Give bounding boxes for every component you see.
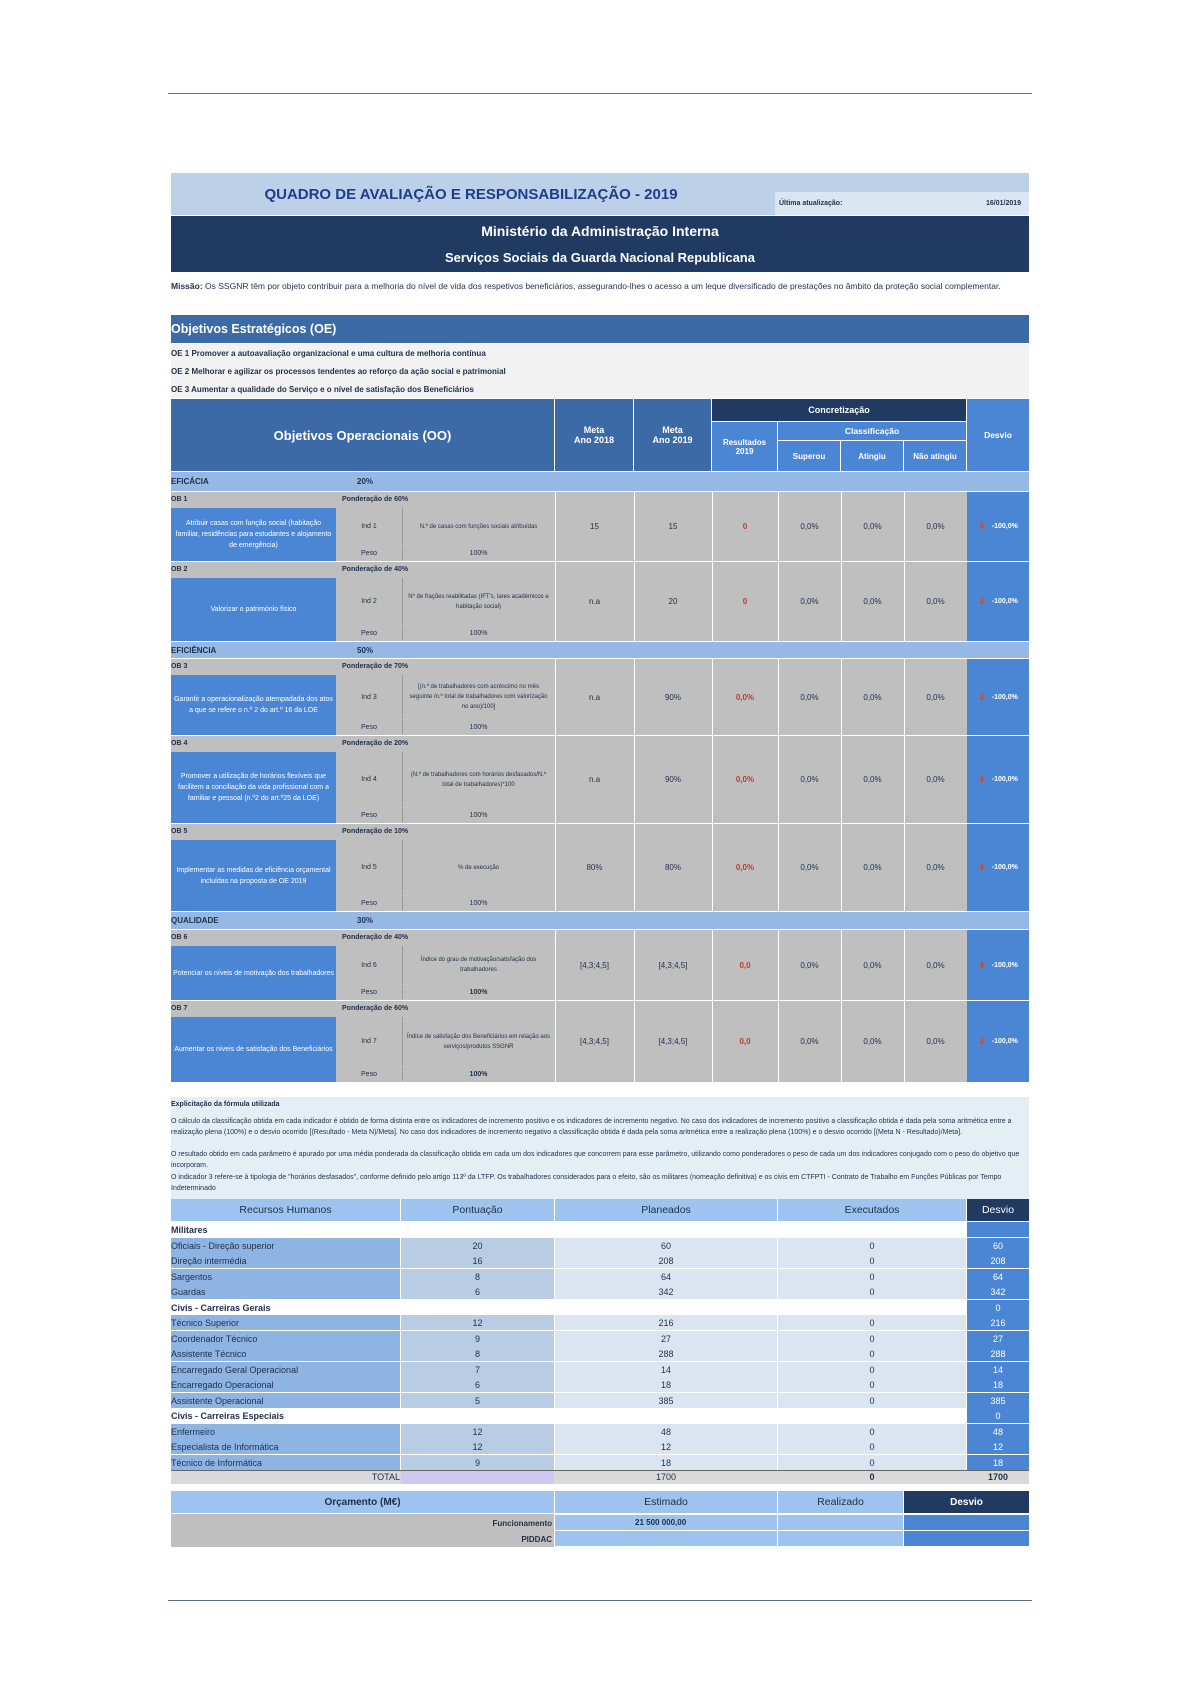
desvio-value: -100,0% [991,961,1018,969]
hr-row-exec: 0 [778,1315,966,1330]
result-2019: 0,0 [712,930,777,1000]
hr-row-name: Guardas [171,1284,400,1299]
hr-row-exec: 0 [778,1284,966,1299]
peso-label: Peso [361,988,377,996]
hr-row-desvio: 18 [967,1455,1029,1470]
hr-row-plan: 27 [555,1331,777,1346]
hr-row-plan: 48 [555,1424,777,1439]
superou-value: 0,0% [778,736,840,823]
superou-value: 0,0% [778,1001,840,1082]
oo-header: Objetivos Operacionais (OO) [171,399,554,471]
peso-value: 100% [402,896,554,910]
nao-atingiu-value: 0,0% [904,1001,966,1082]
desvio-header: Desvio [967,399,1029,471]
objective-id: OB 1 [171,495,188,503]
ponderacao-label [342,659,552,673]
hr-row-pont: 12 [401,1439,554,1454]
hr-row-pont: 7 [401,1362,554,1377]
hr-row-pont: 6 [401,1284,554,1299]
objective-description: Promover a utilização de horários flexíveis que facilitem a conciliação da vida profissional com a familiar e pessoal (n.º2 do art.º25 da LOE) [171,752,336,823]
indicator-formula: Índice de satisfação dos Beneficiários em relação aos serviços/produtos SSGNR [402,1017,554,1066]
peso-value: 100% [402,720,554,734]
hr-header-rh: Recursos Humanos [171,1199,400,1221]
superou-value: 0,0% [778,930,840,1000]
peso-value: 100% [402,985,554,999]
hr-row-desvio: 385 [967,1393,1029,1408]
hr-row-pont: 12 [401,1424,554,1439]
superou-value: 0,0% [778,492,840,561]
hr-row-exec [778,1300,966,1315]
classificacao-header: Classificação [778,422,966,440]
meta-2018: [4,3;4,5] [555,1001,633,1082]
hr-row-plan: 288 [555,1346,777,1361]
hr-row-plan [555,1300,777,1315]
meta-2018-header: Meta Ano 2018 [555,399,633,471]
mission-body: Os SSGNR têm por objeto contribuir para a melhoria do nível de vida dos respetivos beneficiários, assegurando-lhes o acesso a um leque diversificado de prestações no âmbito da proteção social complementar. [202,281,1001,291]
desvio-value: -100,0% [991,523,1018,530]
section-name: QUALIDADE [171,916,219,925]
budget-row-desvio [904,1515,1029,1530]
mission-text [171,279,1029,309]
hr-row-exec: 0 [778,1393,966,1408]
peso-label: Peso [361,723,377,731]
ponderacao-text: Ponderação de [342,565,393,573]
hr-row-exec: 0 [778,1269,966,1284]
hr-header-pont: Pontuação [401,1199,554,1221]
hr-row-name: Direção intermédia [171,1253,400,1268]
ponderacao-value: 60% [394,495,409,503]
atingiu-value: 0,0% [841,562,903,641]
hr-row-desvio: 14 [967,1362,1029,1377]
hr-row-exec: 0 [778,1424,966,1439]
hr-row-name: Encarregado Operacional [171,1377,400,1392]
budget-header-est: Estimado [555,1491,777,1513]
update-date: 16/01/2019 [986,200,1022,207]
meta-2018: n.a [555,562,633,641]
ponderacao-value: 70% [394,662,409,670]
hr-row-exec: 0 [778,1377,966,1392]
hr-row-pont: 12 [401,1315,554,1330]
nao-atingiu-header: Não atingiu [904,441,966,471]
hr-row-name: Técnico Superior [171,1315,400,1330]
meta-2019: 90% [634,736,711,823]
ponderacao-label [342,562,552,576]
indicator-formula: Nº de frações reabilitadas (IFT's, lares académicos e habitação social) [402,578,554,625]
peso-label: Peso [361,1070,377,1078]
hr-row-exec: 0 [778,1238,966,1253]
hr-total-label: TOTAL [371,1472,400,1482]
top-rule [168,93,1032,94]
desvio-value: -100,0% [991,693,1018,701]
hr-row-name: Sargentos [171,1269,400,1284]
hr-row-pont: 8 [401,1269,554,1284]
indicator-formula: % de execução [402,840,554,895]
meta-2018: n.a [555,736,633,823]
resultados-header: Resultados 2019 [712,422,777,471]
ponderacao-text: Ponderação de [342,1004,393,1012]
peso-value: 100% [402,626,554,640]
result-2019: 0 [712,492,777,561]
objective-id: OB 4 [171,739,188,747]
hr-row-desvio: 216 [967,1315,1029,1330]
hr-row-pont: 5 [401,1393,554,1408]
hr-total-exec: 0 [869,1472,875,1482]
hr-row-plan: 64 [555,1269,777,1284]
atingiu-value: 0,0% [841,1001,903,1082]
hr-row-exec: 0 [778,1455,966,1470]
ponderacao-value: 20% [394,739,409,747]
hr-row-pont [401,1408,554,1423]
desvio-cell [967,1001,1029,1082]
objective-id: OB 3 [171,662,188,670]
objective-id: OB 7 [171,1004,188,1012]
desvio-cell [967,659,1029,735]
ponderacao-text: Ponderação de [342,739,393,747]
hr-row-exec: 0 [778,1346,966,1361]
hr-row-desvio: 48 [967,1424,1029,1439]
meta-2019: 80% [634,824,711,911]
ponderacao-label [342,930,552,944]
hr-row-plan [555,1408,777,1423]
objective-description: Implementar as medidas de eficiência orçamental incluídas na proposta de OE 2019 [171,840,336,911]
nao-atingiu-value: 0,0% [904,562,966,641]
ponderacao-value: 60% [394,1004,409,1012]
hr-row-desvio: 342 [967,1284,1029,1299]
objective-id: OB 5 [171,827,188,835]
hr-row-name: Técnico de Informática [171,1455,400,1470]
indicator-id: Ind 5 [361,864,377,871]
ponderacao-value: 40% [394,565,409,573]
hr-row-pont: 20 [401,1238,554,1253]
objective-description: Aumentar os níveis de satisfação dos Beneficiários [171,1017,336,1082]
hr-row-pont [401,1300,554,1315]
peso-value: 100% [402,808,554,822]
objective-description: Valorizar o património físico [171,578,336,641]
hr-row-name: Civis - Carreiras Gerais [171,1300,400,1315]
budget-row-label: Funcionamento [492,1518,552,1528]
hr-row-plan: 208 [555,1253,777,1268]
result-2019: 0,0% [712,736,777,823]
peso-label: Peso [361,811,377,819]
nao-atingiu-value: 0,0% [904,736,966,823]
meta-2018: 80% [555,824,633,911]
hr-row-desvio: 64 [967,1269,1029,1284]
peso-value: 100% [402,1067,554,1081]
superou-value: 0,0% [778,824,840,911]
ponderacao-label [342,736,552,750]
ministry-name: Ministério da Administração Interna [171,218,1029,243]
hr-header-plan: Planeados [555,1199,777,1221]
ponderacao-text: Ponderação de [342,495,393,503]
hr-row-pont: 9 [401,1455,554,1470]
meta-2019: [4,3;4,5] [634,930,711,1000]
desvio-cell [967,736,1029,823]
hr-row-desvio: 288 [967,1346,1029,1361]
desvio-value: -100,0% [991,864,1018,871]
hr-row-name: Assistente Técnico [171,1346,400,1361]
hr-total-desvio: 1700 [987,1472,1009,1482]
hr-header-exec: Executados [778,1199,966,1221]
update-label: Última atualização: [779,200,843,207]
hr-row-desvio: 60 [967,1238,1029,1253]
ponderacao-value: 10% [394,827,409,835]
nao-atingiu-value: 0,0% [904,824,966,911]
indicator-id: Ind 6 [361,961,377,969]
hr-row-pont: 6 [401,1377,554,1392]
hr-row-plan: 60 [555,1238,777,1253]
indicator-formula: [(n.º de trabalhadores com acréscimo no mês seguinte /n.º total de trabalhadores com valorização no ano)/100] [402,675,554,719]
ponderacao-label [342,1001,552,1015]
meta-2019: 90% [634,659,711,735]
result-2019: 0,0 [712,1001,777,1082]
hr-row-desvio: 0 [967,1300,1029,1315]
nao-atingiu-value: 0,0% [904,930,966,1000]
arrow-down-icon: ⬇ [978,1036,986,1046]
atingiu-value: 0,0% [841,492,903,561]
meta-2018: 15 [555,492,633,561]
hr-row-name: Oficiais - Direção superior [171,1238,400,1253]
hr-row-name: Coordenador Técnico [171,1331,400,1346]
indicator-formula: Índice do grau de motivação/satisfação dos trabalhadores [402,946,554,984]
hr-row-pont: 16 [401,1253,554,1268]
meta-2018: [4,3;4,5] [555,930,633,1000]
hr-row-exec: 0 [778,1331,966,1346]
desvio-value: -100,0% [991,776,1018,783]
hr-row-exec [778,1222,966,1237]
formula-p2: O resultado obtido em cada parâmetro é apurado por uma média ponderada da classificação obtida em cada um dos indicadores que concorrem para esse parâmetro, utilizando como ponderadores o peso de cada um dos indicadores conjugado com o peso do objetivo que incorporam. [171,1151,1020,1169]
hr-row-plan [555,1222,777,1237]
superou-value: 0,0% [778,562,840,641]
indicator-formula: (N.º de trabalhadores com horários desfasados/N.º total de trabalhadores)*100 [402,752,554,807]
hr-row-name: Encarregado Geral Operacional [171,1362,400,1377]
objective-description: Garantir a operacionalização atempadada dos atos a que se refere o n.º 2 do art.º 16 da LOE [171,675,336,735]
formula-p3: O indicador 3 refere-se à tipologia de "horários desfasados", conforme definido pelo artigo 113º da LTFP. Os trabalhadores considerados para o efeito, são os militares (nomeação definitiva) e os civis em CTFPTI - Contrato de Trabalho em Funções Públicas por Tempo Indeterminado [171,1174,1002,1192]
ponderacao-text: Ponderação de [342,933,393,941]
indicator-id: Ind 2 [361,598,377,605]
peso-value: 100% [402,546,554,560]
hr-row-pont [401,1222,554,1237]
meta-2018: n.a [555,659,633,735]
service-name: Serviços Sociais da Guarda Nacional Republicana [171,245,1029,269]
hr-row-exec [778,1408,966,1423]
bottom-rule [168,1600,1032,1601]
arrow-down-icon: ⬇ [978,521,986,531]
result-2019: 0 [712,562,777,641]
hr-row-plan: 18 [555,1455,777,1470]
hr-row-exec: 0 [778,1362,966,1377]
arrow-down-icon: ⬇ [978,596,986,606]
section-pct: 30% [357,916,374,925]
budget-header-desvio: Desvio [904,1491,1029,1513]
hr-row-name: Civis - Carreiras Especiais [171,1408,400,1423]
arrow-down-icon: ⬇ [978,959,986,970]
hr-row-plan: 385 [555,1393,777,1408]
result-2019: 0,0% [712,659,777,735]
ponderacao-label [342,824,552,838]
mission-label: Missão: [171,281,203,291]
hr-row-plan: 342 [555,1284,777,1299]
desvio-value: -100,0% [991,598,1018,605]
budget-row-real [778,1515,903,1530]
arrow-down-icon: ⬇ [978,691,986,702]
section-name: EFICÁCIA [171,477,209,486]
budget-row-label: PIDDAC [521,1534,552,1544]
nao-atingiu-value: 0,0% [904,492,966,561]
atingiu-value: 0,0% [841,659,903,735]
meta-2019: [4,3;4,5] [634,1001,711,1082]
hr-row-exec: 0 [778,1439,966,1454]
ponderacao-text: Ponderação de [342,827,393,835]
hr-header-desvio: Desvio [967,1199,1029,1221]
section-pct: 20% [357,477,374,486]
hr-row-exec: 0 [778,1253,966,1268]
hr-row-desvio: 0 [967,1408,1029,1423]
budget-row-real [778,1531,903,1546]
oe-item: OE 3 Aumentar a qualidade do Serviço e o nível de satisfação dos Beneficiários [171,385,474,394]
hr-row-pont: 8 [401,1346,554,1361]
formula-title: Explicitação da fórmula utilizada [171,1101,280,1108]
superou-header: Superou [778,441,840,471]
nao-atingiu-value: 0,0% [904,659,966,735]
indicator-id: Ind 4 [361,776,377,783]
hr-row-name: Assistente Operacional [171,1393,400,1408]
meta-2019-header: Meta Ano 2019 [634,399,711,471]
atingiu-value: 0,0% [841,824,903,911]
desvio-cell [967,492,1029,561]
indicator-id: Ind 7 [361,1038,377,1045]
ponderacao-value: 40% [394,933,409,941]
arrow-down-icon: ⬇ [978,862,986,872]
indicator-formula: N.º de casas com funções sociais atribuídas [402,508,554,545]
hr-row-plan: 14 [555,1362,777,1377]
hr-row-plan: 216 [555,1315,777,1330]
oe-title: Objetivos Estratégicos (OE) [171,315,1029,343]
budget-row-est [555,1531,777,1546]
hr-row-plan: 12 [555,1439,777,1454]
result-2019: 0,0% [712,824,777,911]
budget-row-desvio [904,1531,1029,1546]
objective-description: Potenciar os níveis de motivação dos trabalhadores [171,946,336,1000]
indicator-id: Ind 3 [361,693,377,701]
peso-label: Peso [361,629,377,637]
meta-2019: 20 [634,562,711,641]
oe-item: OE 2 Melhorar e agilizar os processos tendentes ao reforço da ação social e patrimonial [171,367,506,376]
hr-total-pont [401,1471,554,1484]
hr-row-desvio: 18 [967,1377,1029,1392]
hr-total-plan: 1700 [655,1472,677,1482]
atingiu-value: 0,0% [841,930,903,1000]
hr-row-name: Enfermeiro [171,1424,400,1439]
peso-label: Peso [361,549,377,557]
section-pct: 50% [357,645,374,655]
arrow-down-icon: ⬇ [978,774,986,784]
desvio-cell [967,930,1029,1000]
hr-row-desvio [967,1222,1029,1237]
formula-p1: O cálculo da classificação obtida em cada indicador é obtido de forma distinta entre os indicadores de incremento positivo e os indicadores de incremento negativo. No caso dos indicadores de incremento positivo a classificação obtida é dada pela soma aritmética entre a realização plena (100%) e o desvio ocorrido [(Resultado - Meta N)/Meta]. No caso dos indicadores de incremento negativo a classificação obtida é dada pela soma aritmética entre a realização plena (100%) e o desvio ocorrido [(Meta N - Resultado)/Meta]. [171,1118,1012,1136]
hr-row-name: Especialista de Informática [171,1439,400,1454]
superou-value: 0,0% [778,659,840,735]
meta-2019: 15 [634,492,711,561]
section-name: EFICIÊNCIA [171,645,217,655]
desvio-value: -100,0% [991,1038,1018,1045]
hr-row-plan: 18 [555,1377,777,1392]
hr-row-desvio: 27 [967,1331,1029,1346]
desvio-cell [967,562,1029,641]
budget-row-est: 21 500 000,00 [555,1515,777,1530]
budget-header-label: Orçamento (M€) [171,1491,554,1513]
objective-id: OB 2 [171,565,188,573]
budget-header-real: Realizado [778,1491,903,1513]
page-title: QUADRO DE AVALIAÇÃO E RESPONSABILIZAÇÃO - 2019 [264,185,678,203]
atingiu-value: 0,0% [841,736,903,823]
oe-item: OE 1 Promover a autoavaliação organizacional e uma cultura de melhoria contínua [171,349,486,358]
concretizacao-header: Concretização [712,399,966,421]
hr-row-pont: 9 [401,1331,554,1346]
objective-id: OB 6 [171,933,188,941]
desvio-cell [967,824,1029,911]
hr-row-name: Militares [171,1222,400,1237]
ponderacao-text: Ponderação de [342,662,393,670]
atingiu-header: Atingiu [841,441,903,471]
peso-label: Peso [361,899,377,907]
indicator-id: Ind 1 [361,523,377,530]
hr-row-desvio: 208 [967,1253,1029,1268]
hr-row-desvio: 12 [967,1439,1029,1454]
objective-description: Atribuir casas com função social (habitação familiar, residências para estudantes e alojamento de emergência) [171,508,336,561]
ponderacao-label [342,492,552,506]
